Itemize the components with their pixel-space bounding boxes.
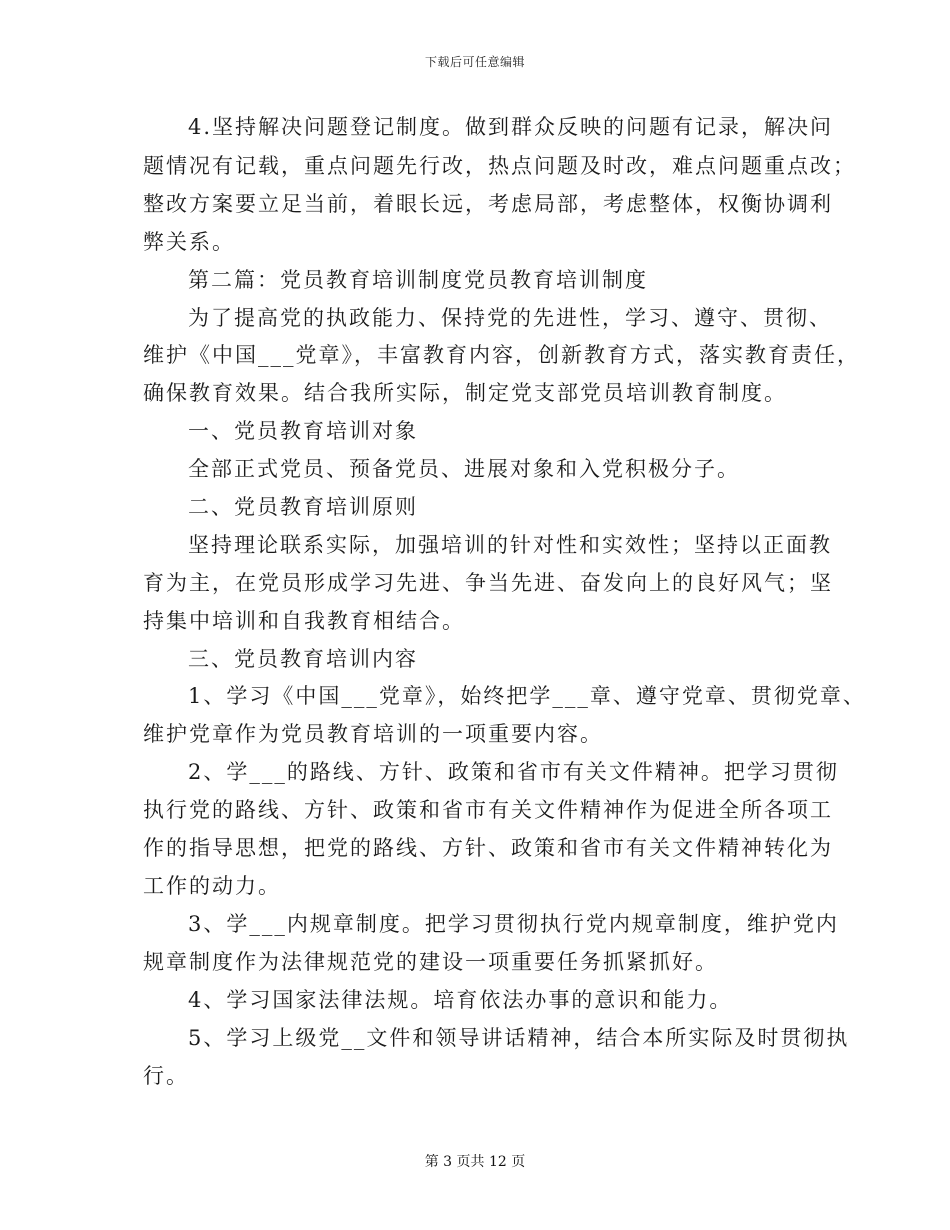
section-heading: 三、党员教育培训内容 xyxy=(188,647,418,671)
paragraph-line: 工作的动力。 xyxy=(143,874,281,898)
page-header: 下载后可任意编辑 xyxy=(424,55,525,69)
paragraph-line: 1、学习《中国___党章》，始终把学___章、遵守党章、贯彻党章、 xyxy=(188,684,866,708)
paragraph-line: 3、学___内规章制度。把学习贯彻执行党内规章制度，维护党内 xyxy=(188,912,839,936)
paragraph-line: 为了提高党的执政能力、保持党的先进性，学习、遵守、贯彻、 xyxy=(188,306,832,330)
paragraph-line: 坚持理论联系实际，加强培训的针对性和实效性；坚持以正面教 xyxy=(188,533,832,557)
section-heading: 一、党员教育培训对象 xyxy=(188,419,418,443)
paragraph-line: 持集中培训和自我教育相结合。 xyxy=(143,609,465,633)
paragraph-line: 5、学习上级党__文件和领导讲话精神，结合本所实际及时贯彻执 xyxy=(188,1026,850,1050)
paragraph-line: 题情况有记载，重点问题先行改，热点问题及时改，难点问题重点改； xyxy=(143,154,856,178)
section-heading: 二、党员教育培训原则 xyxy=(188,495,418,519)
paragraph-line: 维护《中国___党章》，丰富教育内容，创新教育方式，落实教育责任， xyxy=(143,343,860,367)
paragraph-line: 2、学___的路线、方针、政策和省市有关文件精神。把学习贯彻 xyxy=(188,760,839,784)
paragraph-line: 确保教育效果。结合我所实际，制定党支部党员培训教育制度。 xyxy=(143,381,787,405)
paragraph-line: 育为主，在党员形成学习先进、争当先进、奋发向上的良好风气；坚 xyxy=(143,571,833,595)
section-title: 第二篇：党员教育培训制度党员教育培训制度 xyxy=(188,268,648,292)
paragraph-line: 作的指导思想，把党的路线、方针、政策和省市有关文件精神转化为 xyxy=(143,836,833,860)
paragraph-line: 规章制度作为法律规范党的建设一项重要任务抓紧抓好。 xyxy=(143,950,718,974)
paragraph-line: 执行党的路线、方针、政策和省市有关文件精神作为促进全所各项工 xyxy=(143,798,833,822)
paragraph-line: 弊关系。 xyxy=(143,230,235,254)
paragraph-line: 全部正式党员、预备党员、进展对象和入党积极分子。 xyxy=(188,457,740,481)
paragraph-line: 维护党章作为党员教育培训的一项重要内容。 xyxy=(143,722,603,746)
paragraph-line: 4.坚持解决问题登记制度。做到群众反映的问题有记录，解决问 xyxy=(188,115,834,139)
paragraph-line: 4、学习国家法律法规。培育依法办事的意识和能力。 xyxy=(188,988,733,1012)
page-number: 第 3 页共 12 页 xyxy=(424,1154,526,1170)
paragraph-line: 行。 xyxy=(143,1064,189,1088)
paragraph-line: 整改方案要立足当前，着眼长远，考虑局部，考虑整体，权衡协调利 xyxy=(143,192,833,216)
